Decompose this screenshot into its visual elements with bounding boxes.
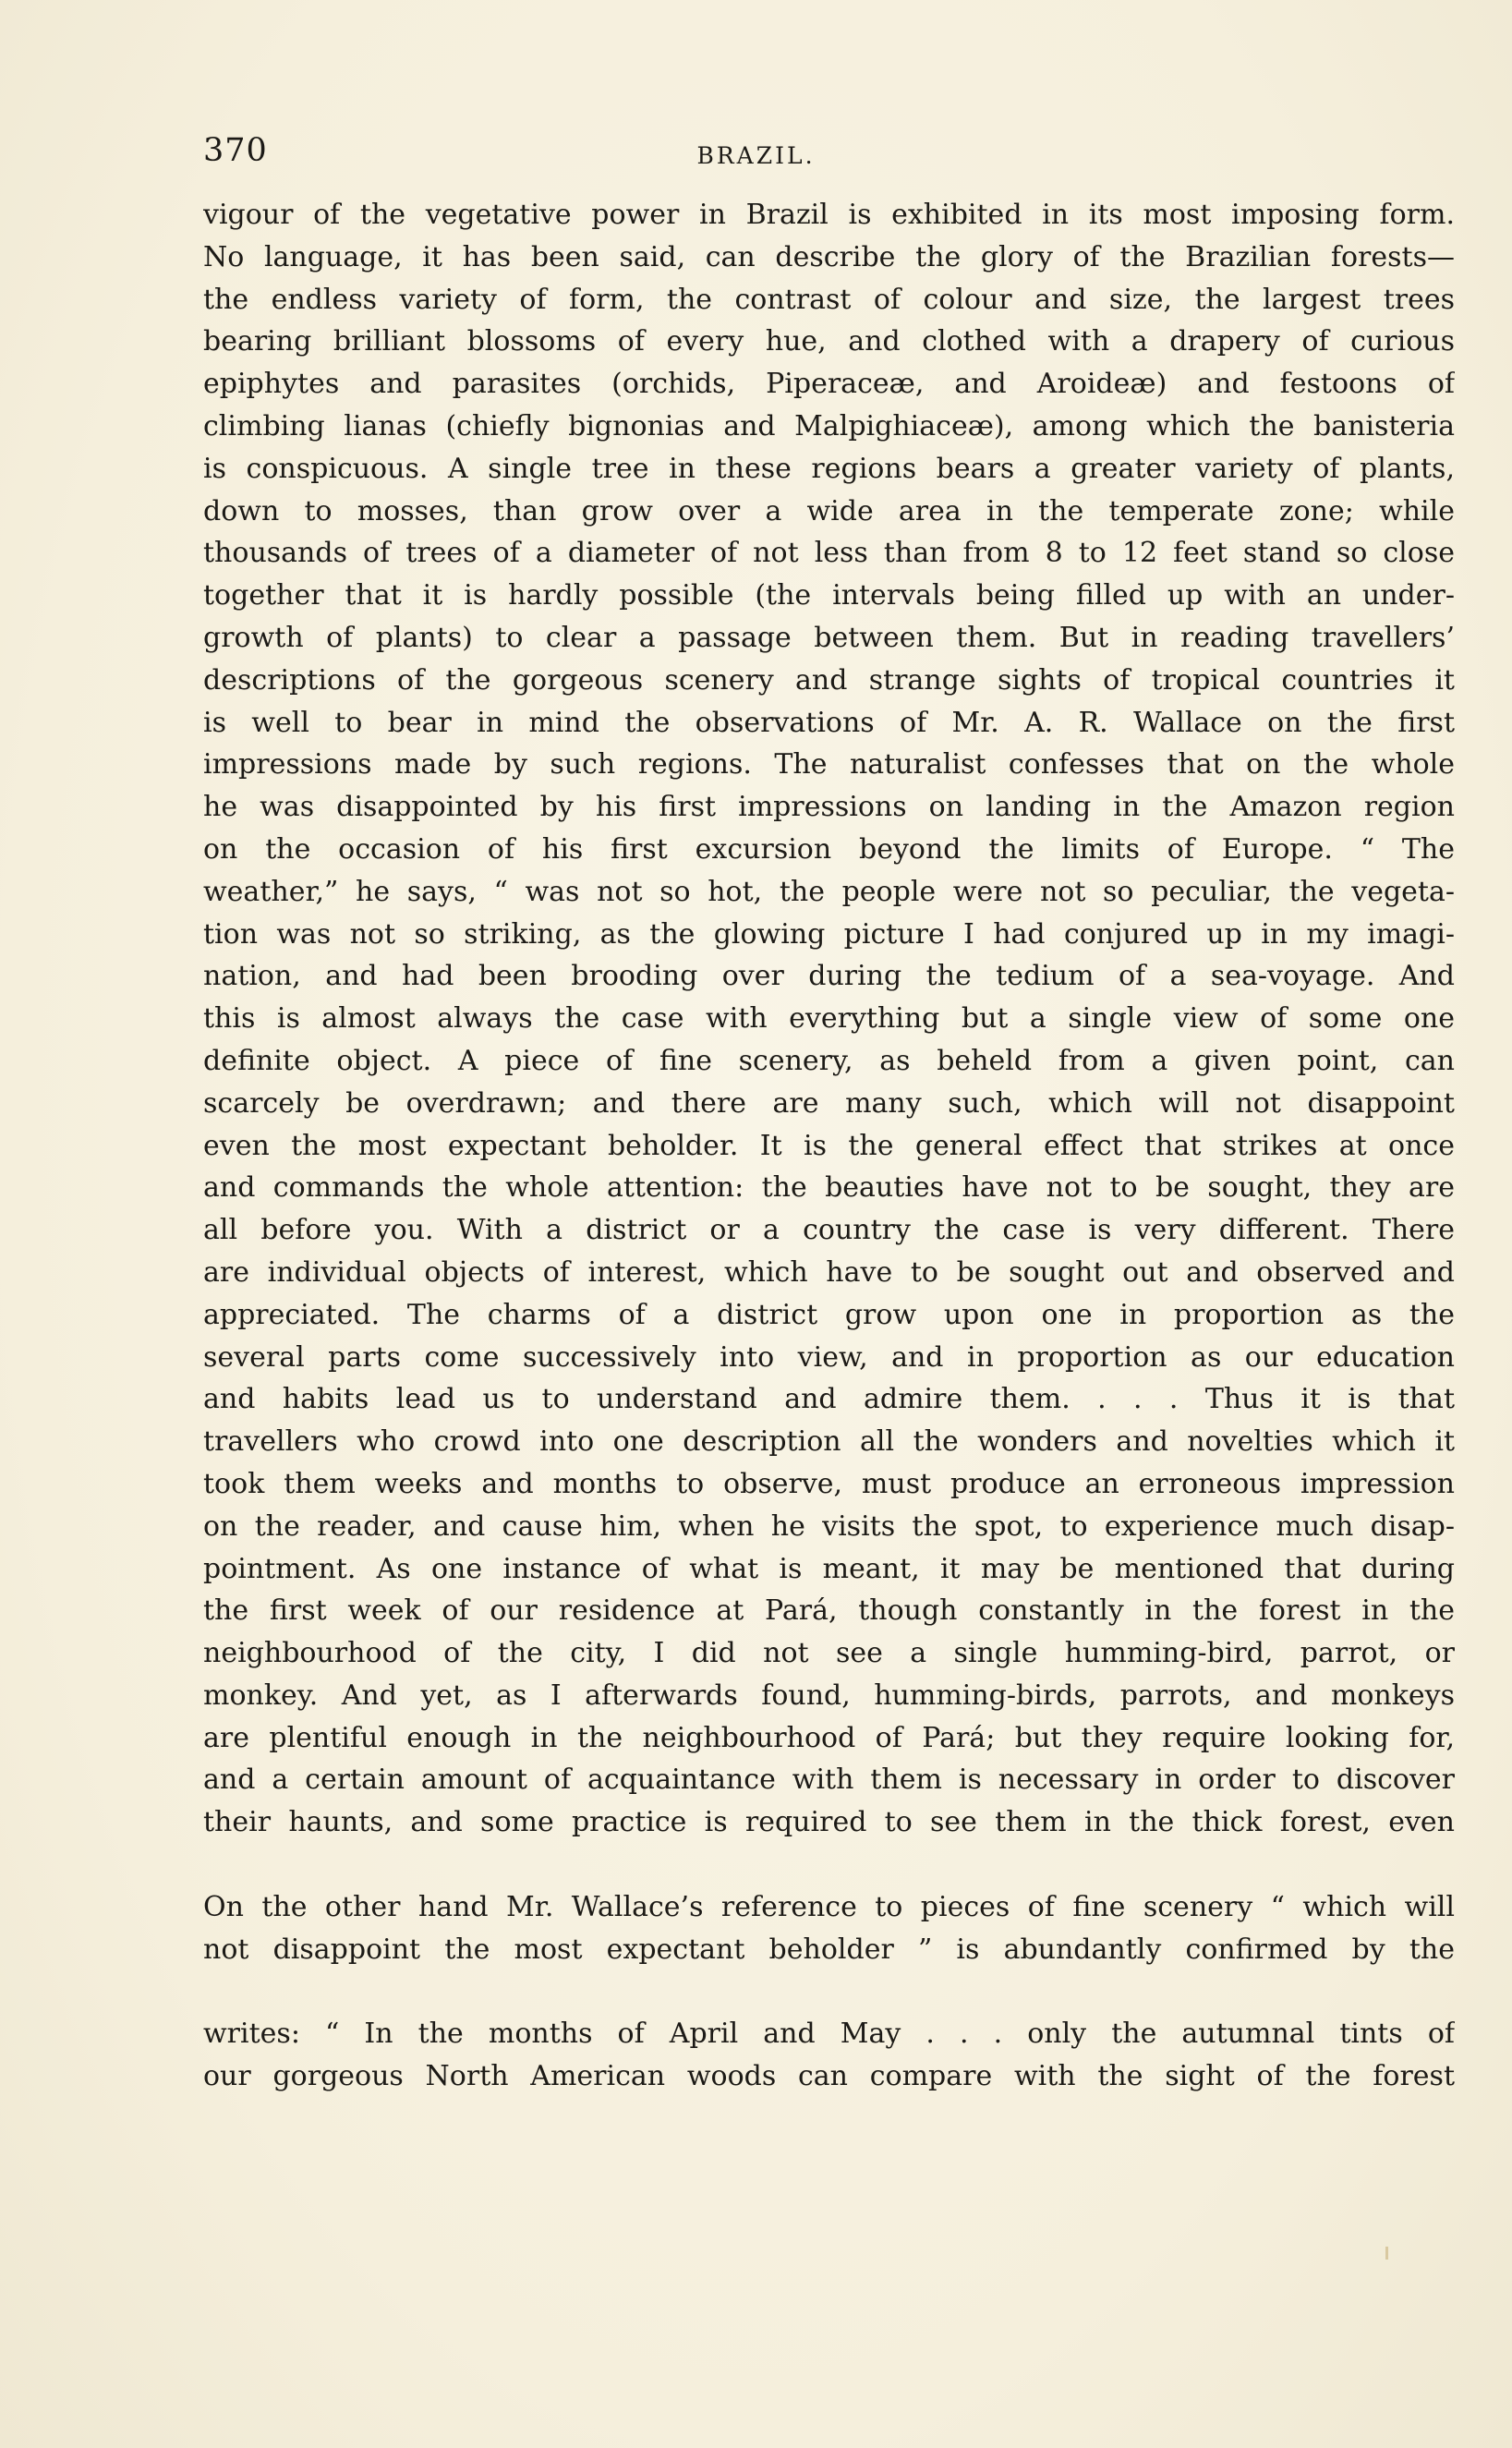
text-line: thousands of trees of a diameter of not less than from 8 to 12 feet stand so close [203, 537, 1455, 570]
text-line: bearing brilliant blossoms of every hue, and clothed with a drapery of curious [203, 325, 1455, 358]
text-line: this is almost always the case with everything but a single view of some one [203, 1002, 1455, 1036]
text-line: pointment. As one instance of what is meant, it may be mentioned that during [203, 1552, 1455, 1585]
text-line: several parts come successively into view, and in proportion as our education [203, 1340, 1455, 1374]
text-line [203, 1844, 1455, 1886]
text-line: scarcely be overdrawn; and there are many such, which will not disappoint [203, 1086, 1455, 1120]
text-line: took them weeks and months to observe, must produce an erroneous impression [203, 1467, 1455, 1500]
text-line: vigour of the vegetative power in Brazil is exhibited in its most imposing form. [203, 199, 1455, 231]
text-line: and habits lead us to understand and admire them. . . . Thus it is that [203, 1383, 1455, 1416]
text-line: and a certain amount of acquaintance with them is necessary in order to discover [203, 1763, 1455, 1797]
text-line: even the most expectant beholder. It is the general effect that strikes at once [203, 1129, 1455, 1162]
text-line: down to mosses, than grow over a wide area in the temperate zone; while [203, 494, 1455, 527]
text-line: are plentiful enough in the neighbourhood of Pará; but they require looking for, [203, 1721, 1455, 1754]
page-number: 370 [203, 132, 268, 169]
text-line: impressions made by such regions. The naturalist confesses that on the whole [203, 748, 1455, 782]
text-line: our gorgeous North American woods can compare with the sight of the forest [203, 2060, 1455, 2093]
text-line: their haunts, and some practice is required to see them in the thick forest, even [203, 1806, 1455, 1839]
text-line: nation, and had been brooding over during the tedium of a sea-voyage. And [203, 960, 1455, 993]
text-line: appreciated. The charms of a district grow upon one in proportion as the [203, 1298, 1455, 1331]
body-text [203, 194, 1455, 2098]
text-line: monkey. And yet, as I afterwards found, humming-birds, parrots, and monkeys [203, 1678, 1455, 1712]
text-line: growth of plants) to clear a passage between them. But in reading travellers’ [203, 621, 1455, 654]
text-line: all before you. With a district or a country the case is very different. There [203, 1214, 1455, 1247]
text-line: neighbourhood of the city, I did not see a single humming-bird, parrot, or [203, 1637, 1455, 1670]
text-line: is conspicuous. A single tree in these regions bears a greater variety of plants, [203, 452, 1455, 485]
text-line: not disappoint the most expectant beholder ” is abundantly confirmed by the [203, 1933, 1455, 1966]
text-line: on the occasion of his first excursion beyond the limits of Europe. “ The [203, 832, 1455, 866]
text-line: climbing lianas (chiefly bignonias and Malpighiaceæ), among which the banisteria [203, 409, 1455, 442]
text-line: definite object. A piece of fine scenery, as beheld from a given point, can [203, 1044, 1455, 1077]
text-line: travellers who crowd into one description all the wonders and novelties which it [203, 1425, 1455, 1459]
text-line: is well to bear in mind the observations of Mr. A. R. Wallace on the first [203, 706, 1455, 739]
text-line: he was disappointed by his first impressions on landing in the Amazon region [203, 791, 1455, 824]
text-line: and commands the whole attention: the beauties have not to be sought, they are [203, 1171, 1455, 1205]
paper-speck [1385, 2247, 1388, 2260]
text-line: weather,” he says, “ was not so hot, the people were not so peculiar, the vegeta- [203, 875, 1455, 908]
text-line: are individual objects of interest, which have to be sought out and observed and [203, 1255, 1455, 1289]
text-line: on the reader, and cause him, when he visits the spot, to experience much disap- [203, 1509, 1455, 1543]
text-line: descriptions of the gorgeous scenery and strange sights of tropical countries it [203, 663, 1455, 697]
text-line [203, 1970, 1455, 2013]
text-line: together that it is hardly possible (the intervals being filled up with an under- [203, 579, 1455, 612]
text-line: On the other hand Mr. Wallace’s reference to pieces of fine scenery “ which will [203, 1890, 1455, 1923]
text-line: tion was not so striking, as the glowing picture I had conjured up in my imagi- [203, 917, 1455, 951]
text-line: epiphytes and parasites (orchids, Piperaceæ, and Aroideæ) and festoons of [203, 368, 1455, 401]
text-line: No language, it has been said, can describe the glory of the Brazilian forests— [203, 240, 1455, 273]
text-line: the endless variety of form, the contrast of colour and size, the largest trees [203, 283, 1455, 316]
running-title: BRAZIL. [696, 142, 816, 169]
text-line: the first week of our residence at Pará, though constantly in the forest in the [203, 1594, 1455, 1628]
text-line: writes: “ In the months of April and May . . . only the autumnal tints of [203, 2018, 1455, 2051]
